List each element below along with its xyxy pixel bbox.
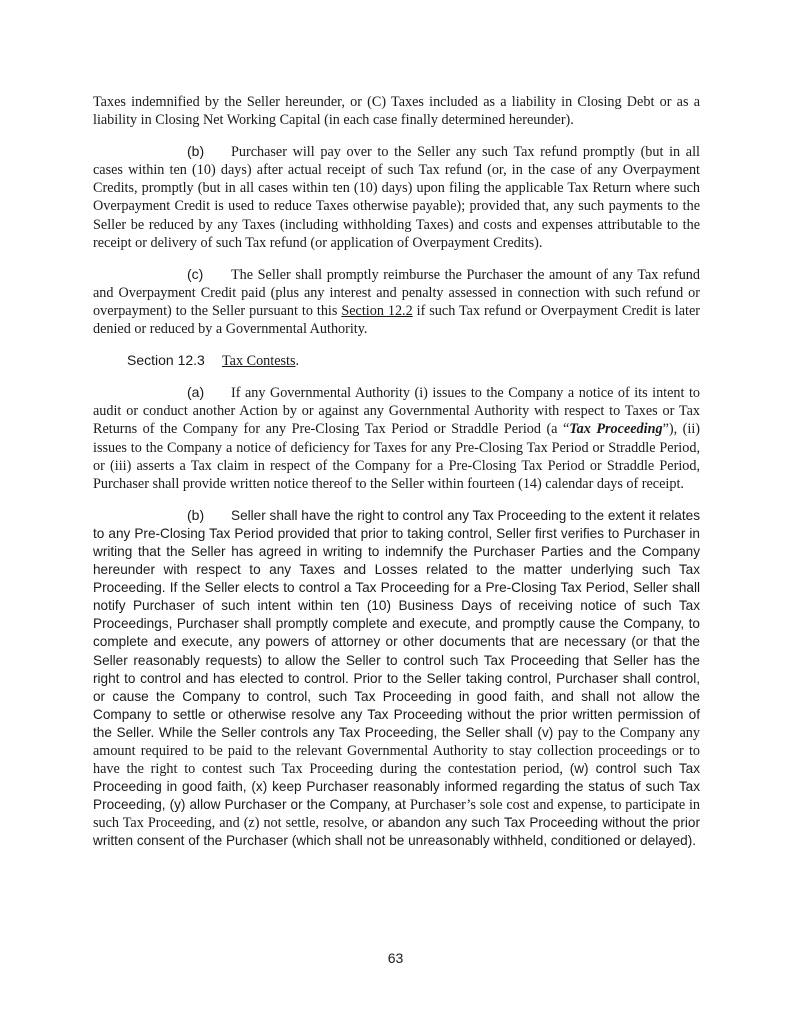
- paragraph-text-run-5: or abandon any such Tax Proceeding without the prior written consent of the Purchaser (which shall not be unreasonably withheld, conditioned or delayed).: [93, 815, 700, 849]
- paragraph-text: Purchaser will pay over to the Seller any such Tax refund promptly (but in all cases within ten (10) days) after actual receipt of such Tax refund (or, in the case of any Overpayment Credits, promptly (but in all cases within ten (10) days) upon filing the applicable Tax Return where such Overpayment Credit is used to reduce Taxes otherwise payable); provided that, any such payments to the Seller be reduced by any Taxes (including withholding Taxes) and costs and expenses attributable to the receipt or delivery of such Tax refund (or application of Overpayment Credits).: [93, 144, 700, 251]
- paragraph-text-run-4: Purchaser’s sole cost and expense, to participate in such Tax Proceeding, and (z) not settle, resolve,: [93, 797, 700, 832]
- section-number: Section 12.3: [127, 352, 205, 369]
- paragraph-text-run-3: (w) control such Tax Proceeding in good faith, (x) keep Purchaser reasonably informed regarding the status of such Tax Proceeding, (y) allow Purchaser or the Company, at: [93, 761, 700, 813]
- section-title: Tax Contests: [222, 353, 296, 370]
- subsection-label-b: (b): [187, 506, 205, 523]
- paragraph-b-tax-refund: [93, 142, 700, 252]
- document-page: [93, 93, 700, 864]
- subsection-label-c: (c): [187, 265, 204, 282]
- paragraph-b-control: [93, 506, 700, 851]
- paragraph-a-tax-contest: [93, 383, 700, 493]
- paragraph-text: If any Governmental Authority (i) issues to the Company a notice of its intent to audit or conduct another Action by or against any Governmental Authority with respect to Taxes or Tax Returns of the Company for any Pre-Closing Tax Period or Straddle Period (a “: [93, 385, 700, 438]
- section-title-period: .: [295, 353, 300, 370]
- subsection-label-b: (b): [187, 143, 205, 160]
- paragraph-text-end: ”), (ii) issues to the Company a notice of deficiency for Taxes for any Pre-Closing Tax Period or Straddle Period, or (iii) asserts a Tax claim in respect of the Company for a Pre-Closing Tax Period or Straddle Period, Purchaser shall provide written notice thereof to the Seller within fourteen (14) calendar days of receipt.: [93, 421, 700, 492]
- subsection-label-a: (a): [187, 384, 205, 401]
- paragraph-text-end: if such Tax refund or Overpayment Credit is later denied or reduced by a Governmental Authority.: [93, 302, 700, 338]
- page-number: 63: [387, 950, 404, 966]
- paragraph-c-reimburse: [93, 265, 700, 338]
- paragraph-text-run-2: pay to the Company any amount required to be paid to the relevant Governmental Authority to stay collection proceedings or to have the right to contest such Tax Proceeding during the contestation period,: [93, 724, 700, 778]
- section-heading: [93, 351, 700, 370]
- paragraph-text-run-1: Seller shall have the right to control any Tax Proceeding to the extent it relates to any Pre-Closing Tax Period provided that prior to taking control, Seller first verifies to Purchaser in writing that the Seller has agreed in writing to indemnify the Purchaser Parties and the Company hereunder with respect to any Taxes and Losses related to the matter underlying such Tax Proceeding. If the Seller elects to control a Tax Proceeding for a Pre-Closing Tax Period, Seller shall notify Purchaser of such intent within ten (10) Business Days of receiving notice of such Tax Proceedings, Purchaser shall promptly complete and execute, and promptly cause the Company, to complete and execute, any powers of attorney or other documents that are necessary (or that the Seller reasonably requests) to allow the Seller to control such Tax Proceeding that Seller has the right to control and has elected to control. Prior to the Seller taking control, Purchaser shall control, or cause the Company to control, such Tax Proceeding in good faith, and shall not allow the Company to settle or otherwise resolve any Tax Proceeding without the prior written permission of the Seller. While the Seller controls any Tax Proceeding, the Seller shall (v): [93, 507, 701, 740]
- paragraph-text: The Seller shall promptly reimburse the Purchaser the amount of any Tax refund and Overpayment Credit paid (plus any interest and penalty assessed in connection with such refund or overpayment) to the Seller pursuant to this: [93, 266, 700, 319]
- defined-term-tax-proceeding: Tax Proceeding: [569, 421, 663, 438]
- section-12-2-reference[interactable]: Section 12.2: [341, 302, 413, 319]
- continuation-paragraph: Taxes indemnified by the Seller hereunder, or (C) Taxes included as a liability in Closing Debt or as a liability in Closing Net Working Capital (in each case finally determined hereunder).: [93, 94, 700, 129]
